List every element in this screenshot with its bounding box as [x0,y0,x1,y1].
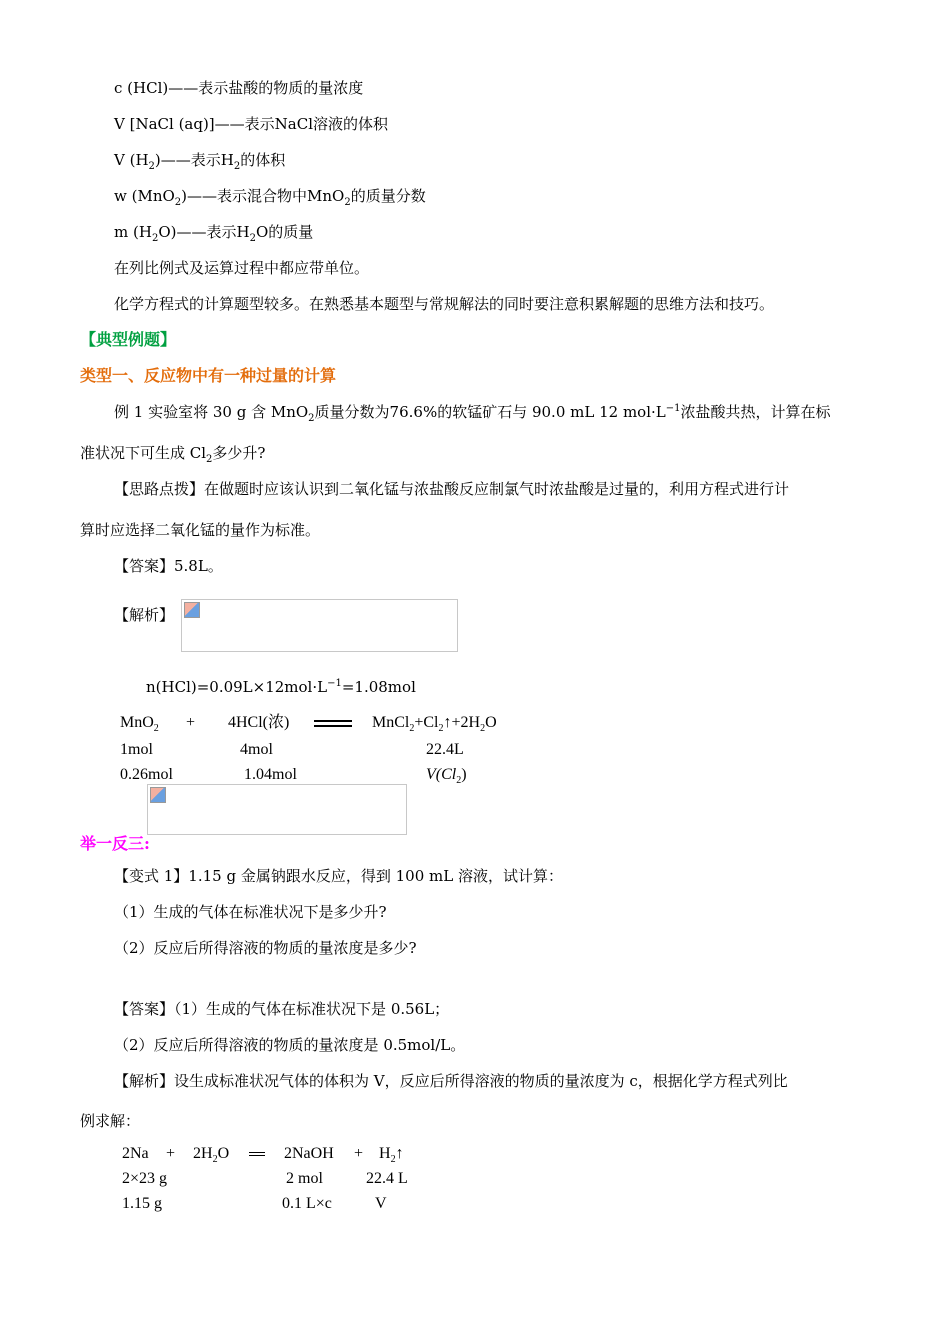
eq1-reactant-mno2: MnO$_2$ [120,714,159,735]
eq2-row3-na: 1.15 g [122,1195,162,1212]
variant1-answer-1: 【答案】（1）生成的气体在标准状况下是 0.56L； [114,1000,450,1018]
variant1-question: 【变式 1】1.15 g 金属钠跟水反应，得到 100 mL 溶液，试计算： [114,867,563,885]
eq1-equals-sign [314,713,352,733]
missing-image-placeholder [181,599,458,652]
broken-image-icon [150,787,166,803]
broken-image-icon [184,602,200,618]
definition-h2: V $(H_2)——$表示$H_2$的体积 [114,151,286,172]
heading-examples: 【典型例题】 [80,330,177,349]
eq2-h2: $H_2↑$ [379,1145,404,1166]
eq1-row3-cl2: $V(Cl_2)$ [426,766,467,787]
eq2-row2-h2: 22.4 L [366,1170,408,1187]
eq1-row2-mno2: 1mol [120,741,153,758]
eq1-row2-hcl: 4mol [240,741,273,758]
note-units: 在列比例式及运算过程中都应带单位。 [114,259,370,277]
variant1-answer-2: （2）反应后所得溶液的物质的量浓度是 0.5mol/L。 [114,1036,466,1054]
missing-image-placeholder-2 [147,784,407,835]
example1-analysis-label: 【解析】 [114,606,175,624]
eq2-plus1: + [166,1145,176,1162]
eq2-plus2: + [354,1145,364,1162]
eq1-plus: + [186,714,196,731]
eq2-row2-na: 2×23 g [122,1170,168,1187]
example1-hint-line2: 算时应选择二氧化锰的量作为标准。 [80,521,321,539]
eq2-row2-naoh: 2 mol [286,1170,323,1187]
variant1-solution-line1: 【解析】设生成标准状况气体的体积为 V，反应后所得溶液的物质的量浓度为 c，根据化学方程式列比 [114,1072,788,1090]
example1-calc: $n(HCl)=0.09L\times 12mol\cdot L^{-1}=1.08mol$ [146,678,416,696]
eq1-row3-hcl: 1.04mol [244,766,297,783]
example1-hint-line1: 【思路点拨】在做题时应该认识到二氧化锰与浓盐酸反应制氯气时浓盐酸是过量的，利用方程式进行计 [114,480,790,498]
eq2-row3-h2: V [375,1195,387,1212]
eq2-naoh: 2NaOH [284,1145,334,1162]
variant1-question-1: （1）生成的气体在标准状况下是多少升? [114,903,387,921]
eq2-h2o: $2H_2O$ [193,1145,230,1166]
eq1-reactant-hcl: 4HCl(浓) [228,714,290,731]
eq1-row2-cl2: 22.4L [426,741,464,758]
definition-nacl: V [NaCl (aq)]——表示NaCl溶液的体积 [114,115,389,133]
definition-h2o: m $(H_2O)——$表示$H_2O$的质量 [114,223,314,244]
eq2-na: 2Na [122,1145,149,1162]
note-methods: 化学方程式的计算题型较多。在熟悉基本题型与常规解法的同时要注意积累解题的思维方法和技巧。 [114,295,775,313]
example1-question-line1: 例 1 实验室将 30 g 含 MnO$_2$质量分数为76.6%的软锰矿石与 90.0 mL 12 $mol\cdot L^{-1}$浓盐酸共热，计算在标 [114,403,831,424]
eq1-row3-mno2: 0.26mol [120,766,173,783]
variant1-solution-line2: 例求解： [80,1112,141,1130]
definition-hcl: c (HCl)——表示盐酸的物质的量浓度 [114,79,364,97]
variant1-question-2: （2）反应后所得溶液的物质的量浓度是多少? [114,939,417,957]
definition-mno2: w (MnO$_2$)——表示混合物中MnO$_2$的质量分数 [114,187,426,208]
eq2-equals-sign [249,1144,265,1164]
heading-type1: 类型一、反应物中有一种过量的计算 [80,366,337,385]
heading-practice: 举一反三: [80,834,150,853]
eq2-row3-naoh: 0.1 L×c [282,1195,332,1212]
eq1-products: $MnCl_2+Cl_2↑+2H_2O$ [372,714,497,735]
example1-answer: 【答案】5.8L。 [114,557,223,575]
example1-question-line2: 准状况下可生成 $Cl_2$多少升? [80,444,266,465]
